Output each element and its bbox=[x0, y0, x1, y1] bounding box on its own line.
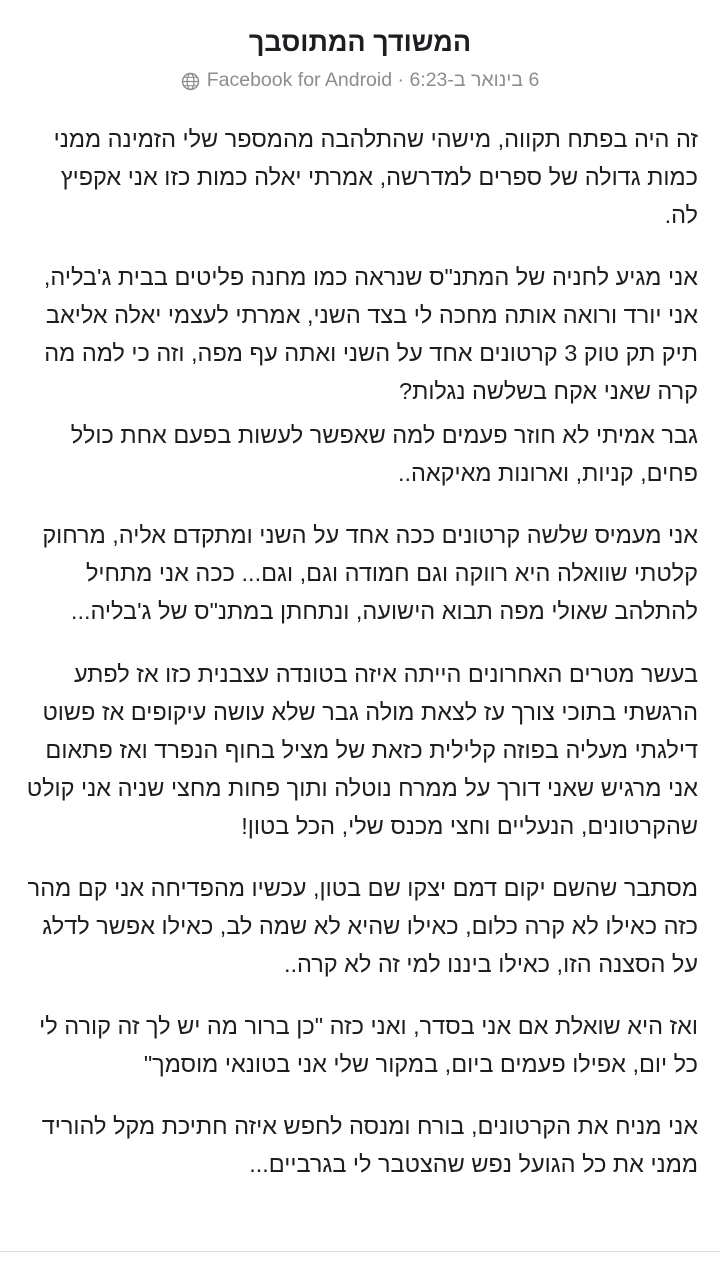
post-author-name[interactable]: המשודך המתוסבך bbox=[248, 27, 472, 57]
post-paragraph: ואז היא שואלת אם אני בסדר, ואני כזה "כן ברור מה יש לך זה קורה לי כל יום, אפילו פעמים ביום, במקור שלי אני בטונאי מוסמך" bbox=[39, 1013, 698, 1078]
post-paragraph: מסתבר שהשם יקום דמם יצקו שם בטון, עכשיו מהפדיחה אני קם מהר כזה כאילו לא קרה כלום, כאילו שהיא לא שמה לב, כאילו אפשר לדלג על הסצנה הזו, כאילו ביננו למי זה לא קרה.. bbox=[27, 874, 698, 977]
post-paragraph: בעשר מטרים האחרונים הייתה איזה בטונדה עצבנית כזו אז לפתע הרגשתי בתוכי צורך עז לצאת מולה גבר שלא עושה עיקופים אז פשוט דילגתי מעליה בפוזה קלילית כזאת של מציל בחוף הנפרד ואז פתאום אני מרגיש שאני דורך על ממרח נוטלה ותוך פחות מחצי שניה אני קולט שהקרטונים, הנעליים וחצי מכנס שלי, הכל בטון! bbox=[26, 660, 698, 839]
post-paragraph: גבר אמיתי לא חוזר פעמים למה שאפשר לעשות בפעם אחת כולל פחים, קניות, וארונות מאיקאה.. bbox=[70, 422, 698, 487]
post-paragraph: זה היה בפתח תקווה, מישהי שהתלהבה מהמספר שלי הזמינה ממני כמות גדולה של ספרים למדרשה, אמרתי יאלה כמות כזו אני אקפיץ לה. bbox=[53, 125, 698, 228]
post-paragraph: אני מגיע לחניה של המתנ"ס שנראה כמו מחנה פליטים בבית ג'בליה, אני יורד ורואה אותה מחכה לי בצד השני, אמרתי לעצמי יאלה אליאב תיק תק טוק 3 קרטונים אחד על השני ואתה עף מפה, וזה כי למה מה קרה שאני אקח בשלשה נגלות? bbox=[43, 263, 698, 405]
globe-icon bbox=[181, 72, 200, 91]
post-meta bbox=[22, 69, 698, 92]
post-bottom-divider bbox=[0, 1251, 720, 1252]
post-body bbox=[22, 120, 698, 1184]
post-paragraph: אני מעמיס שלשה קרטונים ככה אחד על השני ומתקדם אליה, מרחוק קלטתי שוואלה היא רווקה וגם חמודה וגם, וגם... ככה אני מתחיל להתלהב שאולי מפה תבוא הישועה, ונתחתן במתנ"ס של ג'בליה... bbox=[42, 522, 698, 625]
post-paragraph: אני מניח את הקרטונים, בורח ומנסה לחפש איזה חתיכת מקל להוריד ממני את כל הגועל נפש שהצטבר לי בגרביים... bbox=[41, 1113, 698, 1178]
post-timestamp[interactable]: 6 בינואר ב-6:23 · Facebook for Android bbox=[206, 68, 540, 91]
post-header bbox=[22, 26, 698, 98]
